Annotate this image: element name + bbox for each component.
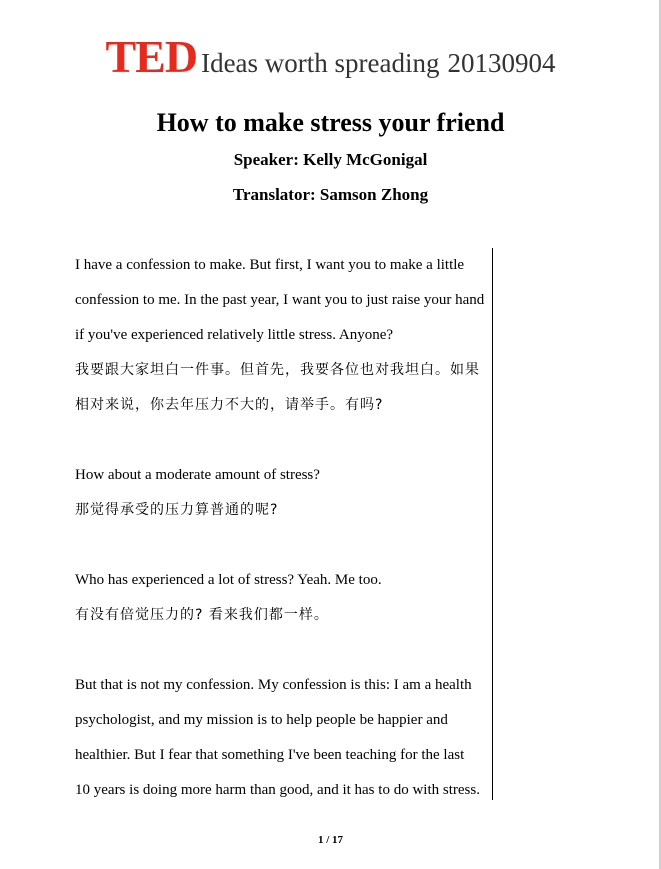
- page-number-total: 17: [332, 834, 344, 846]
- paragraph: [75, 458, 488, 528]
- page-number-current: 1: [317, 834, 324, 846]
- ted-logo: TED: [105, 31, 198, 82]
- chinese-line: 那觉得承受的压力算普通的呢?: [75, 502, 279, 518]
- chinese-line: 我要跟大家坦白一件事。但首先，我要各位也对我坦白。如果: [75, 362, 480, 378]
- page-number-separator: /: [326, 834, 330, 846]
- document-title: How to make stress your friend: [156, 108, 505, 137]
- header-date: 20130904: [447, 48, 556, 78]
- english-line: 10 years is doing more harm than good, and it has to do with stress.: [75, 782, 480, 798]
- transcript-body: [75, 248, 493, 800]
- speaker-line: Speaker: Kelly McGonigal: [233, 150, 428, 169]
- paragraph-gap: [75, 528, 488, 563]
- paragraph: [75, 563, 488, 633]
- english-line: if you've experienced relatively little stress. Anyone?: [75, 327, 394, 343]
- page-header: [0, 30, 661, 83]
- english-line: Who has experienced a lot of stress? Yeah. Me too.: [75, 572, 382, 588]
- paragraph-gap: [75, 633, 488, 668]
- english-line: But that is not my confession. My confession is this: I am a health: [75, 677, 472, 693]
- english-line: confession to me. In the past year, I want you to just raise your hand: [75, 292, 485, 308]
- tagline: Ideas worth spreading: [201, 48, 440, 78]
- translator-line: Translator: Samson Zhong: [232, 185, 429, 204]
- english-line: psychologist, and my mission is to help people be happier and: [75, 712, 448, 728]
- chinese-line: 有没有倍觉压力的? 看来我们都一样。: [75, 607, 329, 623]
- english-line: How about a moderate amount of stress?: [75, 467, 320, 483]
- english-line: healthier. But I fear that something I've been teaching for the last: [75, 747, 465, 763]
- chinese-line: 相对来说，你去年压力不大的，请举手。有吗?: [75, 397, 384, 413]
- paragraph-gap: [75, 423, 488, 458]
- paragraph: [75, 668, 488, 808]
- english-line: I have a confession to make. But first, I want you to make a little: [75, 257, 465, 273]
- page-footer: [0, 834, 661, 846]
- paragraph: [75, 248, 488, 423]
